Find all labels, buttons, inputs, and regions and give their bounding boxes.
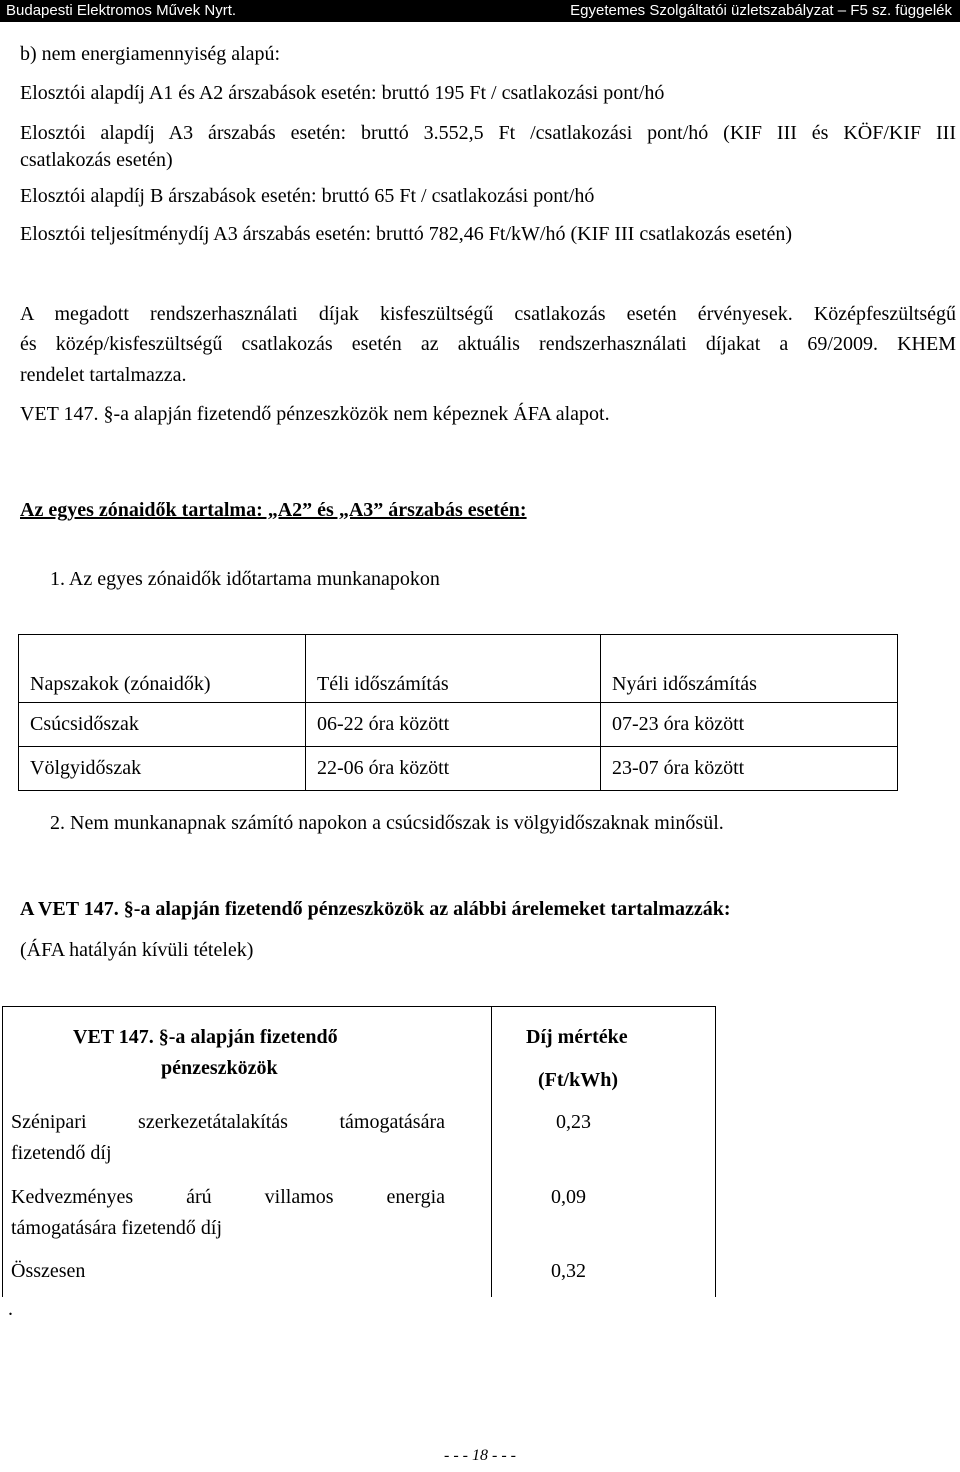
- table-header-cell: Napszakok (zónaidők): [19, 635, 306, 703]
- vet-row1-label-line1: Szénipari szerkezetátalakítás támogatására: [11, 1111, 445, 1133]
- trailing-dot: .: [8, 1298, 13, 1320]
- document-header: [0, 0, 960, 22]
- table-cell: 07-23 óra között: [601, 703, 898, 747]
- table-cell: Völgyidőszak: [19, 747, 306, 791]
- zone-item-1: 1. Az egyes zónaidők időtartama munkanapokon: [50, 568, 440, 590]
- paragraph-validity-line1: A megadott rendszerhasználati díjak kisfeszültségű csatlakozás esetén érvényesek. Középfeszültségű: [20, 303, 956, 325]
- vet-col1-header-line1: VET 147. §-a alapján fizetendő: [73, 1026, 338, 1048]
- vet-row2-label-line2: támogatására fizetendő díj: [11, 1217, 223, 1239]
- page-number: - - - 18 - - -: [444, 1447, 516, 1464]
- section-subheading: b) nem energiamennyiség alapú:: [20, 43, 281, 65]
- vet-row1-value: 0,23: [556, 1111, 591, 1133]
- table-cell: 22-06 óra között: [306, 747, 601, 791]
- paragraph-a3-base-fee-line2: csatlakozás esetén): [20, 149, 173, 171]
- vet-col2-header-line2: (Ft/kWh): [538, 1069, 618, 1091]
- vet-row1-label-line2: fizetendő díj: [11, 1142, 112, 1164]
- paragraph-a3-base-fee-line1: Elosztói alapdíj A3 árszabás esetén: bruttó 3.552,5 Ft /csatlakozási pont/hó (KIF III és KÖF/KIF III: [20, 122, 956, 144]
- table-header-row: [19, 635, 898, 703]
- vet-col2-header-line1: Díj mértéke: [526, 1026, 628, 1048]
- vet-total-label: Összesen: [11, 1260, 86, 1282]
- vet-subheading: (ÁFA hatályán kívüli tételek): [20, 939, 254, 961]
- header-document-title: Egyetemes Szolgáltatói üzletszabályzat – F5 sz. függelék: [570, 2, 952, 19]
- paragraph-b-base-fee: Elosztói alapdíj B árszabások esetén: bruttó 65 Ft / csatlakozási pont/hó: [20, 185, 595, 207]
- zone-times-table: [18, 634, 898, 791]
- vet-heading: A VET 147. §-a alapján fizetendő pénzeszközök az alábbi árelemeket tartalmazzák:: [20, 898, 731, 920]
- paragraph-a3-capacity-fee: Elosztói teljesítménydíj A3 árszabás esetén: bruttó 782,46 Ft/kW/hó (KIF III csatlakozás esetén): [20, 223, 793, 245]
- vet-total-value: 0,32: [551, 1260, 586, 1282]
- vet-row2-label-line1: Kedvezményes árú villamos energia: [11, 1186, 445, 1208]
- paragraph-validity-line2: és közép/kisfeszültségű csatlakozás esetén az aktuális rendszerhasználati díjakat a 69/2009. KHEM: [20, 333, 956, 355]
- table-header-cell: Nyári időszámítás: [601, 635, 898, 703]
- table-cell: 23-07 óra között: [601, 747, 898, 791]
- paragraph-vat-note: VET 147. §-a alapján fizetendő pénzeszközök nem képeznek ÁFA alapot.: [20, 403, 610, 425]
- paragraph-a1-a2-base-fee: Elosztói alapdíj A1 és A2 árszabások esetén: bruttó 195 Ft / csatlakozási pont/hó: [20, 82, 665, 104]
- paragraph-validity-line3: rendelet tartalmazza.: [20, 364, 187, 386]
- header-company: Budapesti Elektromos Művek Nyrt.: [6, 2, 237, 19]
- table-header-cell: Téli időszámítás: [306, 635, 601, 703]
- vet-row2-value: 0,09: [551, 1186, 586, 1208]
- vet-col1-header-line2: pénzeszközök: [161, 1057, 278, 1079]
- table-cell: 06-22 óra között: [306, 703, 601, 747]
- table-row: [19, 703, 898, 747]
- table-cell: Csúcsidőszak: [19, 703, 306, 747]
- zone-heading: Az egyes zónaidők tartalma: „A2” és „A3” árszabás esetén:: [20, 499, 527, 521]
- table-row: [19, 747, 898, 791]
- vet-fees-table: [2, 1006, 716, 1297]
- zone-item-2: 2. Nem munkanapnak számító napokon a csúcsidőszak is völgyidőszaknak minősül.: [50, 812, 724, 834]
